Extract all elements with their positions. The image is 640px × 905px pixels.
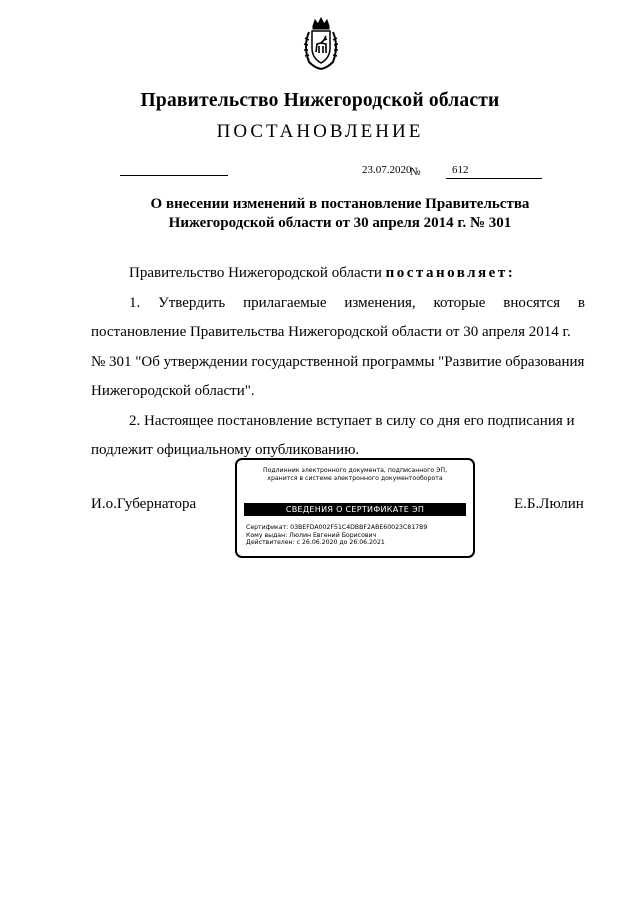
coat-of-arms-icon (299, 16, 343, 72)
item-1-line-4: Нижегородской области". (91, 383, 255, 399)
subject-line-1: О внесении изменений в постановление Правительства (150, 196, 530, 212)
organization-name: Правительство Нижегородской области (140, 90, 500, 111)
document-number: 612 (446, 164, 542, 179)
stamp-details (246, 524, 427, 547)
document-subject (0, 195, 640, 233)
item-2-line-2: подлежит официальному опубликованию. (91, 442, 360, 458)
item-2-line-1: 2. Настоящее постановление вступает в силу со дня его подписания и (129, 412, 575, 429)
stamp-certificate: Сертификат: 03BEFDA002F51C4DBBF2ABE60023C817B9 (246, 524, 428, 531)
document-type: ПОСТАНОВЛЕНИЕ (216, 121, 424, 142)
document-date: 23.07.2020 (362, 164, 412, 176)
stamp-title: СВЕДЕНИЯ О СЕРТИФИКАТЕ ЭП (244, 503, 466, 516)
electronic-signature-stamp (235, 458, 475, 558)
stamp-validity: Действителен: с 26.06.2020 до 26.06.2021 (246, 539, 385, 547)
stamp-header-line-2: хранится в системе электронного документооборота (267, 475, 443, 482)
stamp-header (237, 467, 473, 483)
item-1-line-2: постановление Правительства Нижегородской области от 30 апреля 2014 г. (91, 324, 571, 340)
document-body (91, 259, 585, 466)
date-underline (120, 175, 228, 176)
lead-text: Правительство Нижегородской области (129, 265, 386, 281)
number-label: № (410, 166, 421, 178)
stamp-header-line-1: Подлинник электронного документа, подписанного ЭП, (262, 467, 448, 474)
item-1-line-1: 1. Утвердить прилагаемые изменения, которые вносятся в (129, 294, 585, 311)
stamp-issued-to: Кому выдан: Люлин Евгений Борисович (246, 531, 377, 539)
lead-spaced: постановляет: (385, 265, 516, 281)
signer-name: Е.Б.Люлин (514, 496, 584, 512)
subject-line-2: Нижегородской области от 30 апреля 2014 г. № 301 (168, 215, 512, 231)
item-1-line-3: № 301 "Об утверждении государственной программы "Развитие образования (91, 353, 585, 370)
signer-position: И.о.Губернатора (91, 496, 197, 512)
body-lead (91, 259, 585, 289)
